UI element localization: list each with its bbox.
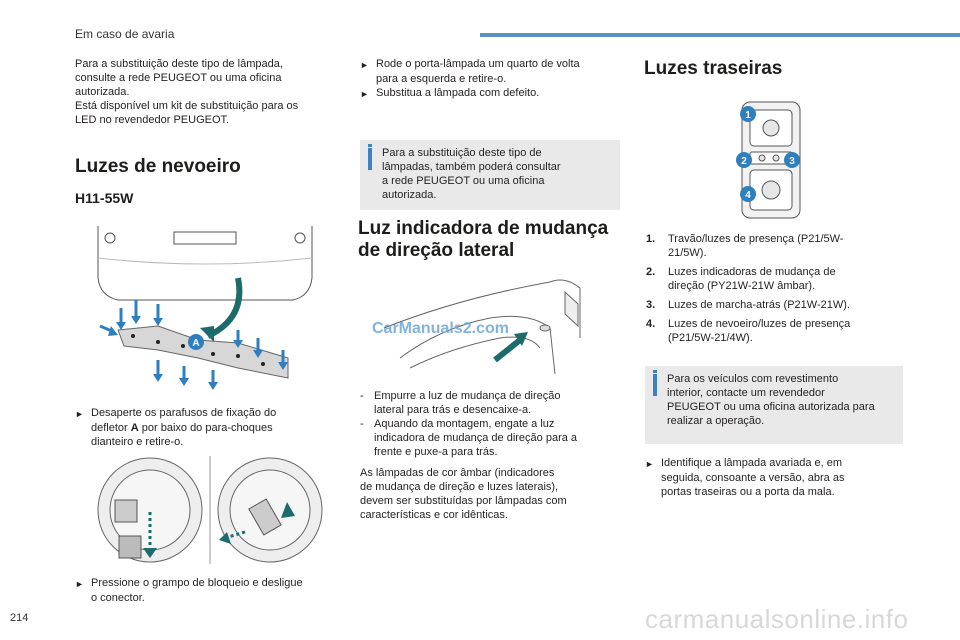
- fog-title: Luzes de nevoeiro: [75, 156, 241, 177]
- rear-lights-title: Luzes traseiras: [644, 58, 783, 79]
- intro-line: Está disponível um kit de substituição para os: [75, 100, 299, 112]
- turn-signal-steps: - Empurre a luz de mudança de direção lateral para trás e desencaixe-a. - Aquando da montagem, engate a luz indicadora de mudança de direção para a frente e puxe-a para trás.: [360, 390, 578, 458]
- footer-watermark: carmanualsonline.info: [645, 604, 909, 634]
- info-box-trim: Para os veículos com revestimento interior, contacte um revendedor PEUGEOT ou uma oficina autorizada para realizar a operação.: [645, 366, 903, 444]
- triangle-bullet-icon: ►: [75, 409, 84, 419]
- triangle-bullet-icon: ►: [360, 89, 369, 99]
- intro-line: Para a substituição deste tipo de lâmpada,: [75, 58, 283, 70]
- header-rule: [480, 33, 960, 37]
- list-item: 1. Travão/luzes de presença (P21/5W- 21/5W).: [646, 233, 844, 259]
- rear-step: ► Identifique a lâmpada avariada e, em seguida, consoante a versão, abra as portas traseiras ou a porta da mala.: [645, 457, 845, 498]
- lamp-number-1: 1: [745, 110, 751, 121]
- amber-note: As lâmpadas de cor âmbar (indicadores de mudança de direção e luzes laterais), devem ser substituídas por lâmpadas com características e cor idênticas.: [360, 467, 567, 521]
- fog-lamp-connector-diagrams: [95, 452, 330, 570]
- fog-step-1: ► Desaperte os parafusos de fixação do defletor A por baixo do para-choques dianteiro e retire-o.: [75, 407, 277, 448]
- info-icon: [368, 144, 372, 147]
- lamp-number-4: 4: [745, 190, 751, 201]
- list-item: 4. Luzes de nevoeiro/luzes de presença (P21/5W-21/4W).: [646, 318, 851, 344]
- bulb-steps: ► Rode o porta-lâmpada um quarto de volta para a esquerda e retire-o. ► Substitua a lâmpada com defeito.: [360, 58, 580, 99]
- page-number: 214: [10, 612, 29, 624]
- turn-signal-title: Luz indicadora de mudança de direção lateral: [358, 218, 609, 261]
- triangle-bullet-icon: ►: [645, 459, 654, 469]
- fog-subtitle: H11-55W: [75, 190, 134, 206]
- watermark: CarManuals2.com: [372, 320, 509, 337]
- triangle-bullet-icon: ►: [360, 60, 369, 70]
- triangle-bullet-icon: ►: [75, 579, 84, 589]
- lamp-number-3: 3: [789, 156, 795, 167]
- fog-step-2: ► Pressione o grampo de bloqueio e desligue o conector.: [75, 577, 303, 604]
- fog-deflector-diagram: [88, 218, 323, 398]
- intro-line: LED no revendedor PEUGEOT.: [75, 114, 230, 126]
- section-header: Em caso de avaria: [75, 27, 175, 41]
- list-item: 3. Luzes de marcha-atrás (P21W-21W).: [646, 299, 850, 311]
- info-icon: [653, 370, 657, 373]
- rear-lamp-diagram: [732, 100, 804, 222]
- list-item: 2. Luzes indicadoras de mudança de direção (PY21W-21W âmbar).: [646, 266, 836, 292]
- info-box-bulbs: Para a substituição deste tipo de lâmpadas, também poderá consultar a rede PEUGEOT ou uma oficina autorizada.: [360, 140, 620, 210]
- rear-lamp-list: [646, 232, 906, 350]
- lamp-number-2: 2: [741, 156, 747, 167]
- intro-line: autorizada.: [75, 86, 130, 98]
- diagram-label-a: A: [192, 338, 200, 349]
- intro-paragraph: [75, 57, 335, 127]
- intro-line: consulte a rede PEUGEOT ou uma oficina: [75, 72, 282, 84]
